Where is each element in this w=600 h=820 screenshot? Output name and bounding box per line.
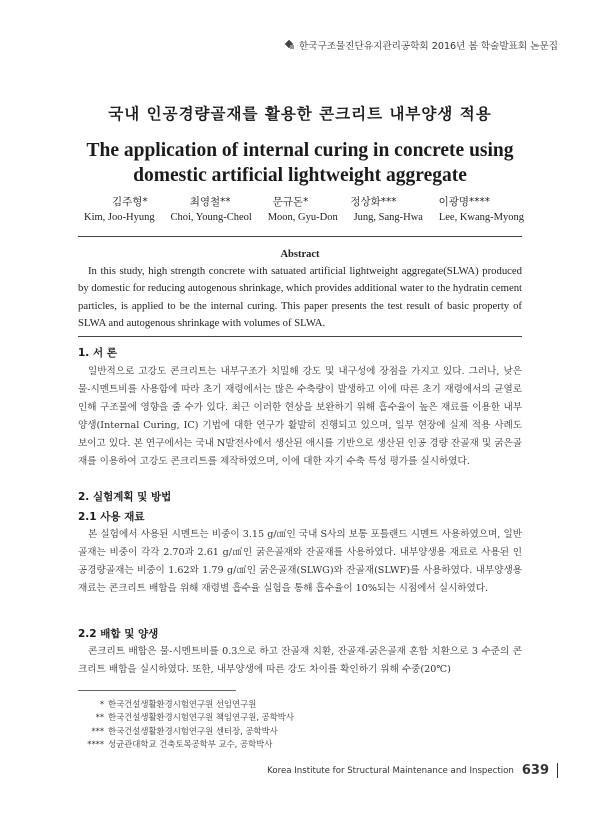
section-heading-introduction: 1. 서 론 xyxy=(78,347,117,359)
author-name: 정상화*** xyxy=(350,196,397,208)
author-name: 최영철** xyxy=(189,196,231,208)
journal-header xyxy=(285,38,558,52)
journal-name: 한국구조물진단유지관리공학회 2016년 봄 학술발표회 논문집 xyxy=(298,41,558,52)
authors-korean xyxy=(112,194,490,209)
page-number: 639 xyxy=(522,763,558,778)
section-heading-methods: 2. 실험계획 및 방법 xyxy=(78,491,172,503)
subsection-heading-materials: 2.1 사용 재료 xyxy=(78,511,145,523)
author-name: 김주형* xyxy=(112,196,148,208)
author-name: Moon, Gyu-Don xyxy=(267,212,338,223)
authors-english xyxy=(84,212,524,223)
institute-name: Korea Institute for Structural Maintenance and Inspection xyxy=(267,765,514,776)
introduction-text: 일반적으로 고강도 콘크리트는 내부구조가 치밀해 강도 및 내구성에 장점을 가지고 있다. 그러나, 낮은 물-시멘트비를 사용함에 따라 초기 재령에서는 많은 수축량이 발생하고 이에 따른 초기 재령에서의 균열로 인해 구조물에 영향을 줄 수가 있다. 최근 이러한 현상을 보완하기 위해 흡수율이 높은 재료를 이용한 내부양생(Internal Curing, IC) 기법에 대한 연구가 활발히 진행되고 있으며, 일부 현장에 실제 적용 사례도 보이고 있다. 본 연구에서는 국내 N발전사에서 생산된 애시를 기반으로 생산된 인공 경량 잔골재 및 굵은골재를 이용하여 고강도 콘크리트를 제작하였으며, 이에 대한 자기 수축 특성 평가를 실시하였다. xyxy=(78,366,522,467)
author-name: 문규돈* xyxy=(272,196,309,208)
mix-text: 콘크리트 배합은 물-시멘트비를 0.3으로 하고 잔골재 치환, 잔골재-굵은골재 혼합 치환으로 3 수준의 콘크리트 배합을 실시하였다. 또한, 내부양생에 따른 강도 차이를 확인하기 위해 수중(20℃) xyxy=(78,646,522,675)
society-logo-icon xyxy=(285,40,295,50)
footnote: **** 성균관대학교 건축토목공학부 교수, 공학박사 xyxy=(87,738,273,749)
footnote: *** 한국건설생활환경시험연구원 센터장, 공학박사 xyxy=(91,725,278,736)
page-footer xyxy=(267,763,558,778)
author-name: Choi, Young-Cheol xyxy=(170,212,252,223)
divider xyxy=(78,336,522,337)
divider xyxy=(78,236,522,237)
footnote-divider xyxy=(78,690,236,691)
author-name: 이광명**** xyxy=(438,196,490,208)
footnote: ** 한국건설생활환경시험연구원 책임연구원, 공학박사 xyxy=(95,712,294,723)
footnote: * 한국건설생활환경시험연구원 선임연구원 xyxy=(99,699,257,709)
author-name: Kim, Joo-Hyung xyxy=(84,212,155,223)
author-name: Jung, Sang-Hwa xyxy=(353,212,423,223)
abstract-text: In this study, high strength concrete with satuated artificial lightweight aggregate(SLWA) produced by domestic for reducing autogenous shrinkage, which provides additional water to the hydratin cement particles, is applied to be the internal curing. This paper presents the test result of basic property of SLWA and autogenous shrinkage with volumes of SLWA. xyxy=(78,265,523,330)
subsection-heading-mix: 2.2 배합 및 양생 xyxy=(78,628,159,640)
paper-title-english: The application of internal curing in concrete using domestic artificial lightweight aggregate xyxy=(86,140,514,186)
paper-title-korean: 국내 인공경량골재를 활용한 콘크리트 내부양생 적용 xyxy=(108,105,492,123)
footnotes xyxy=(78,698,378,751)
abstract-heading: Abstract xyxy=(280,249,320,260)
author-name: Lee, Kwang-Myong xyxy=(438,212,524,223)
materials-text: 본 실험에서 사용된 시멘트는 비중이 3.15 g/㎤인 국내 S사의 보통 포틀랜드 시멘트 사용하였으며, 일반 골재는 비중이 각각 2.70과 2.61 g/㎤인 굵은골재와 잔골재를 사용하였다. 내부양생용 재료로 사용된 인공경량골재는 비중이 1.62와 1.79 g/㎤인 굵은골재(SLWG)와 잔골재(SLWF)를 사용하였다. 내부양생용 재료는 콘크리트 배합을 위해 재령별 흡수율 실험을 통해 흡수율이 10%되는 시점에서 실시하였다. xyxy=(78,529,522,594)
